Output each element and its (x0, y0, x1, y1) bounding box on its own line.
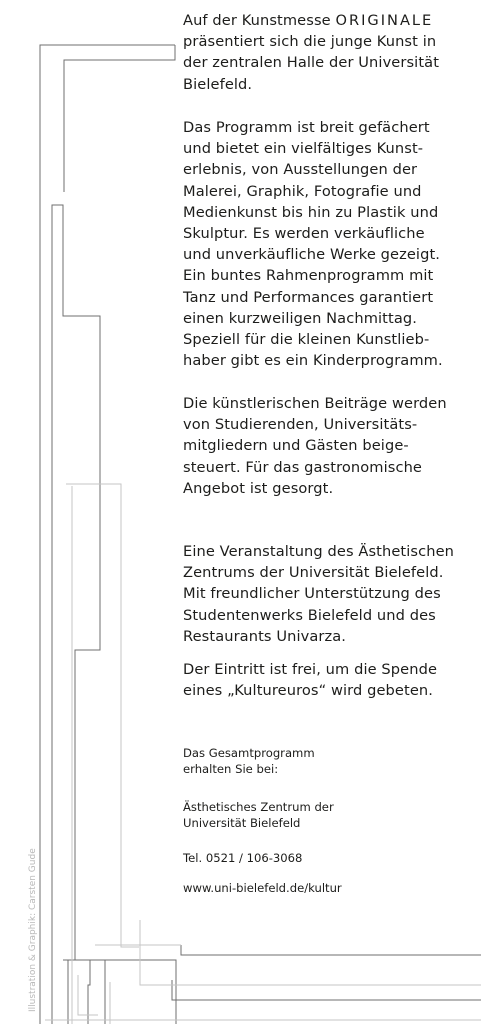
contributions-line: Die künstlerischen Beiträge werden (183, 395, 447, 412)
contact-intro (183, 745, 463, 777)
contact-phone: Tel. 0521 / 106-3068 (183, 851, 303, 865)
organizer-line: Mit freundlicher Unterstützung des (183, 585, 441, 603)
organizer-line: Eine Veranstaltung des Ästhetischen (183, 543, 455, 560)
illustration-credit: Illustration & Graphik: Carsten Gude (28, 848, 38, 1012)
contributions-paragraph (183, 393, 461, 499)
program-line: erlebnis, von Ausstellungen der (183, 161, 418, 179)
program-line: Das Programm ist breit gefächert (183, 119, 430, 136)
admission-paragraph (183, 659, 461, 701)
organizer-paragraph (183, 541, 461, 647)
program-line: Speziell für die kleinen Kunstlieb- (183, 331, 430, 349)
contributions-line: Angebot ist gesorgt. (183, 479, 334, 497)
contact-line: Universität Bielefeld (183, 816, 301, 830)
program-line: Tanz und Performances garantiert (183, 288, 434, 306)
program-line: Medienkunst bis hin zu Plastik und (183, 203, 439, 221)
contributions-line: von Studierenden, Universitäts- (183, 416, 418, 434)
organizer-line: Zentrums der Universität Bielefeld. (183, 564, 444, 582)
organizer-line: Restaurants Univarza. (183, 627, 347, 645)
contact-website-link[interactable]: www.uni-bielefeld.de/kultur (183, 881, 342, 895)
intro-line: Bielefeld. (183, 75, 253, 93)
organizer-line: Studentenwerks Bielefeld und des (183, 606, 436, 624)
fair-name: ORIGINALE (335, 12, 434, 29)
contact-line: Das Gesamtprogramm (183, 746, 315, 760)
intro-text: Auf der Kunstmesse (183, 12, 336, 29)
intro-line: präsentiert sich die junge Kunst in (183, 33, 437, 51)
contact-organization (183, 799, 463, 831)
admission-line: Der Eintritt ist frei, um die Spende (183, 661, 438, 678)
program-line: einen kurzweiligen Nachmittag. (183, 309, 417, 327)
program-line: Malerei, Graphik, Fotografie und (183, 182, 422, 200)
contact-line: erhalten Sie bei: (183, 762, 279, 776)
admission-line: eines „Kultureuros“ wird gebeten. (183, 682, 433, 700)
program-line: und unverkäufliche Werke gezeigt. (183, 246, 441, 264)
program-line: Ein buntes Rahmenprogramm mit (183, 267, 434, 285)
intro-paragraph (183, 10, 461, 95)
program-paragraph (183, 117, 461, 371)
program-line: und bietet ein vielfältiges Kunst- (183, 140, 424, 158)
contact-line: Ästhetisches Zentrum der (183, 800, 334, 814)
contributions-line: steuert. Für das gastronomische (183, 458, 423, 476)
intro-line: der zentralen Halle der Universität (183, 54, 440, 72)
program-line: haber gibt es ein Kinderprogramm. (183, 352, 443, 370)
contributions-line: mitgliedern und Gästen beige- (183, 437, 409, 455)
program-line: Skulptur. Es werden verkäufliche (183, 225, 425, 243)
